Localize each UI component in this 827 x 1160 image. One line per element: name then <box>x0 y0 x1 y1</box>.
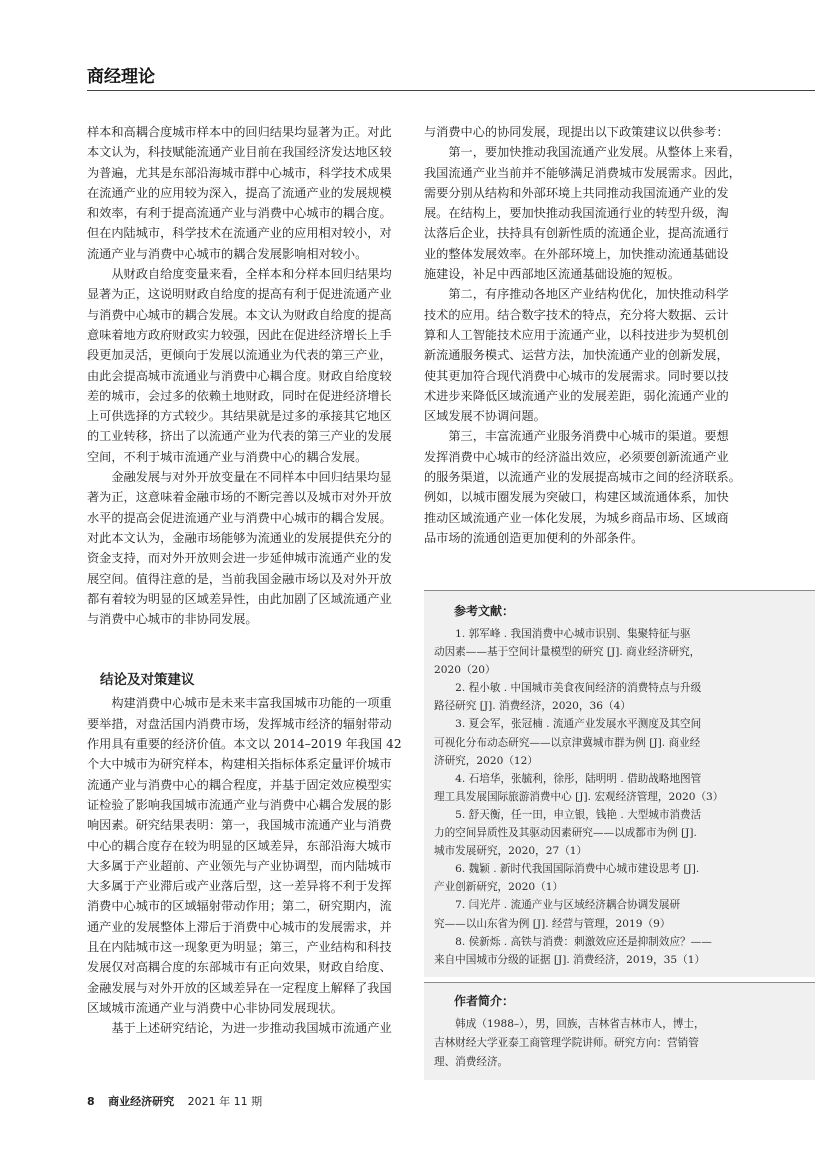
text-line: 例如，以城市圈发展为突破口，构建区域流通体系，加快 <box>424 490 729 505</box>
text-line: 的服务渠道，以流通产业的发展提高城市之间的经济联系。 <box>424 470 741 485</box>
text-line: 水平的提高会促进流通产业与消费中心城市的耦合发展。 <box>87 510 392 525</box>
reference-line: 可视化分布动态研究——以京津冀城市群为例 [J]. 商业经 <box>434 736 701 749</box>
author-line: 吉林财经大学亚泰工商管理学院讲师。研究方向：营销管 <box>434 1037 699 1049</box>
left-paragraph-5 <box>87 1018 397 1038</box>
right-column <box>424 122 754 548</box>
reference-line: 来自中国城市分级的证据 [J]. 消费经济，2019，35（1） <box>434 953 706 966</box>
page-number: 8 <box>87 1095 95 1108</box>
issue-label: 2021 年 11 期 <box>187 1095 263 1108</box>
text-line: 我国流通产业当前并不能够满足消费城市发展需求。因此， <box>424 165 741 180</box>
text-line: 技术的应用。结合数字技术的特点，充分将大数据、云计 <box>424 307 729 322</box>
right-paragraph-2 <box>424 142 754 284</box>
left-paragraph-1 <box>87 122 397 264</box>
reference-line: 8. 侯新烁 . 高铁与消费：刺激效应还是抑制效应？—— <box>434 935 712 948</box>
text-line: 业的整体发展效率。在外部环境上，加快推动流通基础设 <box>424 246 729 261</box>
text-line: 展空间。值得注意的是，当前我国金融市场以及对外开放 <box>87 571 392 586</box>
reference-line: 2020（20） <box>434 664 496 677</box>
text-line: 构建消费中心城市是未来丰富我国城市功能的一项重 <box>87 696 392 711</box>
references-list <box>424 625 815 969</box>
text-line: 术进步来降低区域流通产业的发展差距，弱化流通产业的 <box>424 388 729 403</box>
text-line: 品市场的流通创造更加便利的外部条件。 <box>424 530 644 545</box>
text-line: 意味着地方政府财政实力较强，因此在促进经济增长上手 <box>87 327 392 342</box>
left-paragraph-3 <box>87 467 397 629</box>
text-line: 通产业的发展整体上滞后于消费中心城市的发展需求，并 <box>87 919 392 934</box>
text-line: 证检验了影响我国城市流通产业与消费中心耦合发展的影 <box>87 797 392 812</box>
reference-line: 2. 程小敏 . 中国城市美食夜间经济的消费特点与升级 <box>434 682 702 695</box>
text-line: 大多属于产业超前、产业领先与产业协调型，而内陆城市 <box>87 858 392 873</box>
text-line: 金融发展与对外开放变量在不同样本中回归结果均显 <box>87 470 392 485</box>
text-line: 需要分别从结构和外部环境上共同推动我国流通产业的发 <box>424 185 729 200</box>
text-line: 基于上述研究结论，为进一步推动我国城市流通产业 <box>87 1021 392 1036</box>
right-paragraph-4 <box>424 426 754 548</box>
reference-line: 城市发展研究，2020，27（1） <box>434 845 588 858</box>
text-line: 作用具有重要的经济价值。本文以 2014–2019 年我国 42 <box>87 737 402 752</box>
reference-line: 究——以山东省为例 [J]. 经营与管理，2019（9） <box>434 917 671 930</box>
page-footer <box>87 1093 262 1109</box>
text-line: 显著为正，这说明财政自给度的提高有利于促进流通产业 <box>87 287 392 302</box>
text-line: 空间，不利于城市流通产业与消费中心的耦合发展。 <box>87 449 368 464</box>
text-line: 流通产业与消费中心的耦合程度，并基于固定效应模型实 <box>87 777 392 792</box>
text-line: 新流通服务模式、运营方法，加快流通产业的创新发展， <box>424 348 729 363</box>
text-line: 使其更加符合现代消费中心城市的发展需求。同时要以技 <box>424 368 729 383</box>
right-paragraph-3 <box>424 284 754 426</box>
reference-line: 3. 夏会军，张冠楠 . 流通产业发展水平测度及其空间 <box>434 718 702 731</box>
header-divider <box>87 90 815 91</box>
left-column <box>87 122 402 1038</box>
text-line: 和效率，有利于提高流通产业与消费中心城市的耦合度。 <box>87 206 392 221</box>
text-line: 与消费中心城市的耦合发展。本文认为财政自给度的提高 <box>87 307 392 322</box>
text-line: 但在内陆城市，科学技术在流通产业的应用相对较小，对 <box>87 226 392 241</box>
text-line: 第二，有序推动各地区产业结构优化，加快推动科学 <box>424 287 729 302</box>
text-line: 响因素。研究结果表明：第一，我国城市流通产业与消费 <box>87 818 392 833</box>
references-box <box>424 590 815 977</box>
reference-line: 5. 舒天衡，任一田，申立银，钱艳 . 大型城市消费活 <box>434 808 702 821</box>
text-line: 展。在结构上，要加快推动我国流通行业的转型升级，淘 <box>424 206 729 221</box>
text-line: 汰落后企业，扶持具有创新性质的流通企业，提高流通行 <box>424 226 729 241</box>
reference-line: 4. 石培华，张毓利，徐彤，陆明明 . 借助战略地图管 <box>434 772 702 785</box>
text-line: 上可供选择的方式较少。其结果就是过多的承接其它地区 <box>87 409 392 424</box>
text-line: 区域发展不协调问题。 <box>424 409 546 424</box>
text-line: 与消费中心的协同发展，现提出以下政策建议以供参考： <box>424 125 729 139</box>
text-line: 区域城市流通产业与消费中心非协同发展现状。 <box>87 1000 343 1015</box>
reference-line: 6. 魏颖 . 新时代我国国际消费中心城市建设思考 [J]. <box>434 863 700 876</box>
reference-line: 路径研究 [J]. 消费经济，2020，36（4） <box>434 700 631 713</box>
text-line: 发展仅对高耦合度的东部城市有正向效果，财政自给度、 <box>87 960 392 975</box>
text-line: 在流通产业的应用较为深入，提高了流通产业的发展规模 <box>87 185 392 200</box>
text-line: 施建设，补足中西部地区流通基础设施的短板。 <box>424 267 680 282</box>
reference-line: 理工具发展国际旅游消费中心 [J]. 宏观经济管理，2020（3） <box>434 790 724 803</box>
text-line: 中心的耦合度存在较为明显的区域差异，东部沿海大城市 <box>87 838 392 853</box>
reference-line: 力的空间异质性及其驱动因素研究——以成都市为例 [J]. <box>434 827 697 840</box>
text-line: 为普遍，尤其是东部沿海城市群中心城市，科学技术成果 <box>87 165 392 180</box>
text-line: 金融发展与对外开放的区域差异在一定程度上解释了我国 <box>87 980 392 995</box>
author-line: 韩成（1988–），男，回族，吉林省吉林市人，博士， <box>434 1018 705 1030</box>
text-line: 大多属于产业滞后或产业落后型，这一差异将不利于发挥 <box>87 879 392 894</box>
reference-line: 济研究，2020（12） <box>434 754 539 767</box>
section-spacer <box>87 629 397 667</box>
reference-line: 动因素——基于空间计量模型的研究 [J]. 商业经济研究， <box>434 646 701 659</box>
references-title: 参考文献： <box>454 604 515 618</box>
author-box <box>424 982 815 1080</box>
text-line: 著为正，这意味着金融市场的不断完善以及城市对外开放 <box>87 490 392 505</box>
reference-line: 产业创新研究，2020（1） <box>434 881 564 894</box>
text-line: 且在内陆城市这一现象更为明显；第三，产业结构和科技 <box>87 939 392 954</box>
text-line: 消费中心城市的区域辐射带动作用；第二，研究期内，流 <box>87 899 392 914</box>
text-line: 与消费中心城市的非协同发展。 <box>87 612 258 627</box>
author-line: 理、消费经济。 <box>434 1056 509 1068</box>
conclusion-subheading: 结论及对策建议 <box>100 672 195 689</box>
text-line: 流通产业与消费中心城市的耦合发展影响相对较小。 <box>87 246 368 261</box>
text-line: 第三，丰富流通产业服务消费中心城市的渠道。要想 <box>424 429 729 444</box>
right-paragraph-1 <box>424 122 754 142</box>
text-line: 本文认为，科技赋能流通产业目前在我国经济发达地区较 <box>87 145 392 160</box>
text-line: 要举措，对盘活国内消费市场，发挥城市经济的辐射带动 <box>87 716 392 731</box>
reference-line: 1. 郭军峰 . 我国消费中心城市识别、集聚特征与驱 <box>434 628 691 640</box>
text-line: 差的城市，会过多的依赖土地财政，同时在促进经济增长 <box>87 388 392 403</box>
text-line: 算和人工智能技术应用于流通产业，以科技进步为契机创 <box>424 327 729 342</box>
text-line: 发挥消费中心城市的经济溢出效应，必须要创新流通产业 <box>424 449 729 464</box>
text-line: 段更加灵活，更倾向于发展以流通业为代表的第三产业， <box>87 348 392 363</box>
reference-line: 7. 闫光芹 . 流通产业与区域经济耦合协调发展研 <box>434 899 681 912</box>
text-line: 由此会提高城市流通业与消费中心耦合度。财政自给度较 <box>87 368 392 383</box>
text-line: 推动区域流通产业一体化发展，为城乡商品市场、区域商 <box>424 510 729 525</box>
text-line: 的工业转移，挤出了以流通产业为代表的第三产业的发展 <box>87 429 392 444</box>
author-bio <box>424 1015 815 1072</box>
text-line: 从财政自给度变量来看，全样本和分样本回归结果均 <box>87 267 392 282</box>
text-line: 都有着较为明显的区域差异性，由此加剧了区域流通产业 <box>87 591 392 606</box>
text-line: 个大中城市为研究样本，构建相关指标体系定量评价城市 <box>87 757 392 772</box>
text-line: 资金支持，而对外开放则会进一步延伸城市流通产业的发 <box>87 551 392 566</box>
author-title: 作者简介： <box>454 994 515 1008</box>
left-paragraph-2 <box>87 264 397 467</box>
left-paragraph-4 <box>87 693 402 1018</box>
text-line: 第一，要加快推动我国流通产业发展。从整体上来看， <box>424 145 741 160</box>
journal-name: 商业经济研究 <box>108 1095 175 1108</box>
section-title: 商经理论 <box>87 67 155 87</box>
text-line: 对此本文认为，金融市场能够为流通业的发展提供充分的 <box>87 530 392 545</box>
text-line: 样本和高耦合度城市样本中的回归结果均显著为正。对此 <box>87 125 392 139</box>
